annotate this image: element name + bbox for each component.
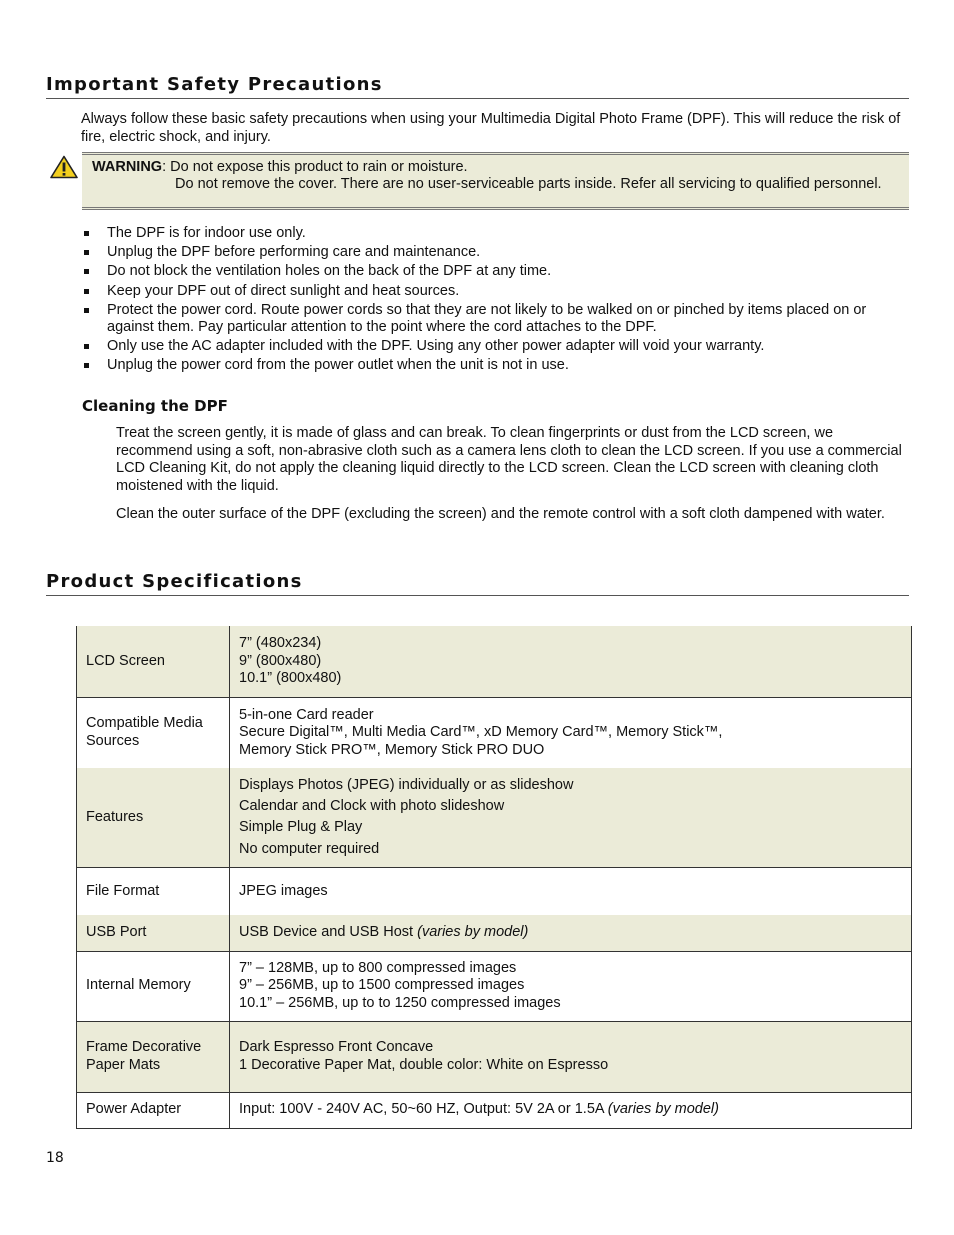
page-number: 18 [46, 1150, 64, 1166]
spec-value-text: Input: 100V - 240V AC, 50~60 HZ, Output: 5V 2A or 1.5A [239, 1101, 608, 1118]
warning-label: WARNING [92, 159, 163, 175]
spec-value-line: 7” (480x234) [239, 635, 322, 651]
list-item: The DPF is for indoor use only. [82, 225, 904, 242]
list-item: Keep your DPF out of direct sunlight and heat sources. [82, 283, 904, 300]
spec-value-line: Displays Photos (JPEG) individually or as slideshow [239, 776, 574, 793]
spec-value-line: 9” – 256MB, up to 1500 compressed images [239, 977, 525, 994]
safety-heading: Important Safety Precautions [46, 74, 909, 99]
spec-value [230, 1021, 912, 1092]
list-item: Unplug the DPF before performing care and maintenance. [82, 244, 904, 261]
spec-label: Frame Decorative Paper Mats [77, 1021, 230, 1092]
spec-value [230, 915, 912, 951]
spec-value-line: Dark Espresso Front Concave [239, 1039, 434, 1055]
warning-line2: Do not remove the cover. There are no user-serviceable parts inside. Refer all servicing to qualified personnel. [175, 176, 882, 192]
spec-value [230, 768, 912, 867]
spec-value-text: USB Device and USB Host [239, 924, 418, 940]
table-row [77, 768, 912, 867]
spec-value-line: 5-in-one Card reader [239, 706, 374, 723]
warning-line1: : Do not expose this product to rain or moisture. [162, 159, 468, 175]
spec-value-line: Calendar and Clock with photo slideshow [239, 797, 505, 814]
spec-value-line: Secure Digital™, Multi Media Card™, xD Memory Card™, Memory Stick™, [239, 724, 723, 740]
spec-label: Power Adapter [77, 1092, 230, 1128]
specs-heading: Product Specifications [46, 571, 909, 596]
warning-line [92, 159, 468, 177]
table-row [77, 951, 912, 1021]
table-row [77, 1021, 912, 1092]
spec-value [230, 951, 912, 1021]
warning-box [82, 152, 909, 210]
spec-value-note: (varies by model) [417, 924, 529, 940]
spec-value-line: 10.1” – 256MB, up to to 1250 compressed images [239, 994, 561, 1011]
table-row [77, 1092, 912, 1128]
spec-label: LCD Screen [77, 626, 230, 697]
spec-value: JPEG images [230, 867, 912, 915]
spec-value [230, 697, 912, 768]
spec-value [230, 626, 912, 697]
table-row [77, 626, 912, 697]
table-row [77, 867, 912, 915]
list-item: Do not block the ventilation holes on the back of the DPF at any time. [82, 263, 904, 280]
specs-table [76, 626, 912, 1129]
safety-bullet-list [82, 225, 904, 376]
spec-value-line: 9” (800x480) [239, 652, 322, 669]
spec-value [230, 1092, 912, 1128]
spec-value-line: No computer required [239, 840, 380, 857]
table-row [77, 697, 912, 768]
list-item: Only use the AC adapter included with the DPF. Using any other power adapter will void your warranty. [82, 338, 904, 355]
cleaning-paragraph-1: Treat the screen gently, it is made of glass and can break. To clean fingerprints or dust from the LCD screen, we recommend using a soft, non-abrasive cloth such as a camera lens cloth to clean the LCD screen. If you use a commercial LCD Cleaning Kit, do not apply the cleaning liquid directly to the LCD screen. Clean the LCD screen with cleaning cloth moistened with the liquid. [116, 425, 902, 494]
list-item: Protect the power cord. Route power cords so that they are not likely to be walked on or pinched by items placed on or against them. Pay particular attention to the point where the cord attaches to the DPF. [82, 302, 904, 336]
spec-label: USB Port [77, 915, 230, 951]
spec-label: Features [77, 768, 230, 867]
list-item: Unplug the power cord from the power outlet when the unit is not in use. [82, 357, 904, 374]
cleaning-paragraph-2: Clean the outer surface of the DPF (excluding the screen) and the remote control with a soft cloth dampened with water. [116, 506, 885, 522]
spec-label: Internal Memory [77, 951, 230, 1021]
spec-value-line: Memory Stick PRO™, Memory Stick PRO DUO [239, 741, 545, 758]
spec-value-line: 10.1” (800x480) [239, 670, 342, 686]
spec-label: File Format [77, 867, 230, 915]
spec-value-line: 1 Decorative Paper Mat, double color: White on Espresso [239, 1056, 609, 1073]
spec-value-line: Simple Plug & Play [239, 819, 363, 836]
spec-value-line: 7” – 128MB, up to 800 compressed images [239, 959, 517, 976]
safety-intro: Always follow these basic safety precautions when using your Multimedia Digital Photo Frame (DPF). This will reduce the risk of fire, electric shock, and injury. [81, 111, 901, 145]
table-row [77, 915, 912, 951]
warning-icon [50, 155, 78, 179]
spec-label: Compatible Media Sources [77, 697, 230, 768]
spec-value-note: (varies by model) [607, 1101, 719, 1118]
cleaning-heading: Cleaning the DPF [82, 397, 228, 415]
